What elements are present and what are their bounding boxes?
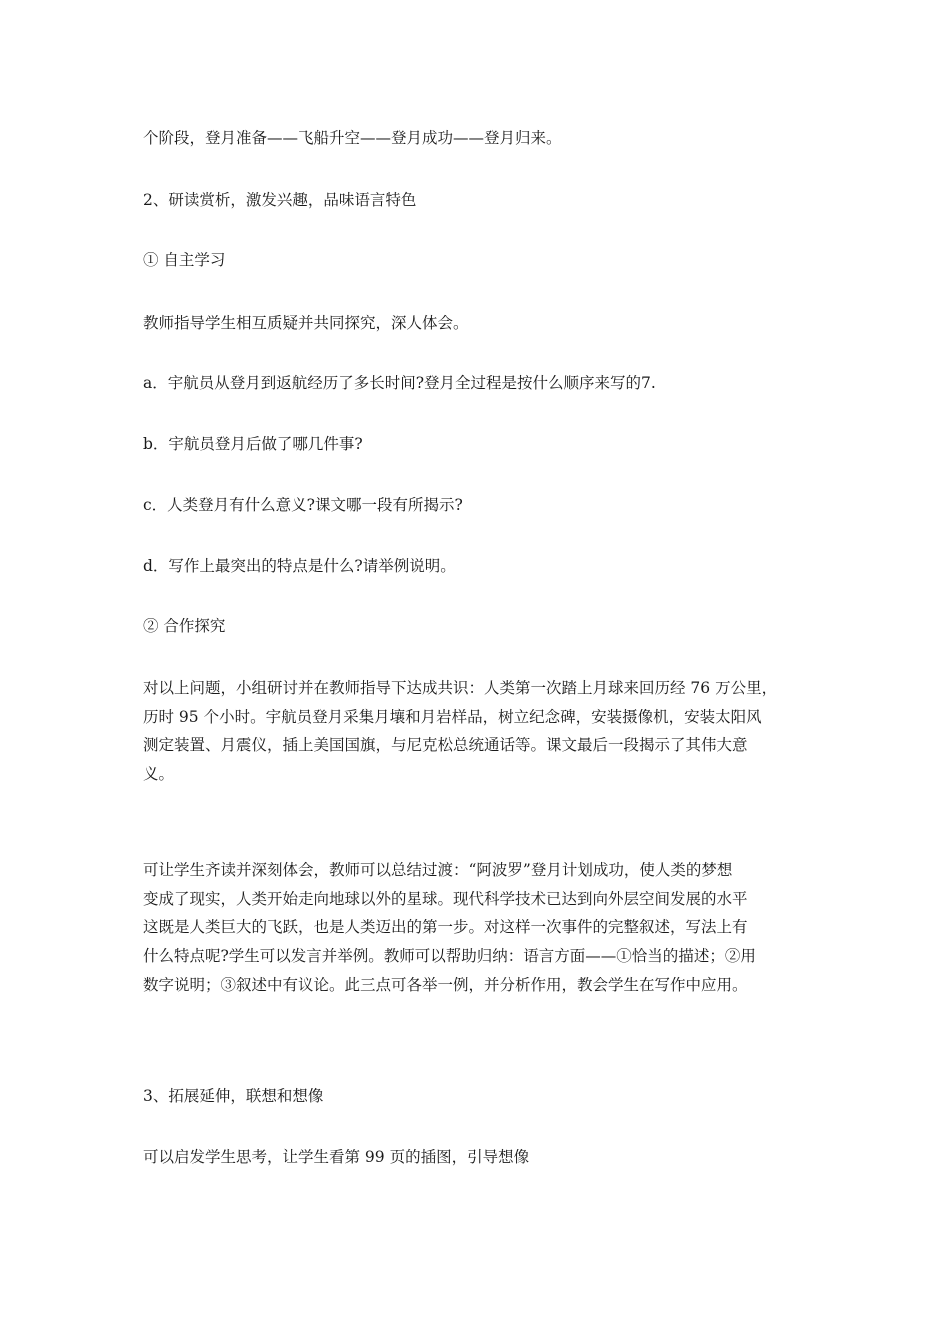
question-a: a．宇航员从登月到返航经历了多长时间?登月全过程是按什么顺序来写的7.	[143, 374, 656, 392]
summary-line: 什么特点呢?学生可以发言并举例。教师可以帮助归纳：语言方面——①恰当的描述；②用	[143, 947, 756, 966]
section-2-heading: 2、研读赏析，激发兴趣，品味语言特色	[143, 191, 417, 209]
consensus-line: 对以上问题，小组研讨并在教师指导下达成共识：人类第一次踏上月球来回历经 76 万公里，	[143, 679, 778, 697]
subsection-1-heading: ① 自主学习	[143, 251, 226, 269]
section-3-heading: 3、拓展延伸，联想和想像	[143, 1087, 324, 1105]
consensus-line: 历时 95 个小时。宇航员登月采集月壤和月岩样品，树立纪念碑，安装摄像机，安装太阳风	[143, 707, 762, 726]
summary-line: 这既是人类巨大的飞跃，也是人类迈出的第一步。对这样一次事件的完整叙述，写法上有	[143, 918, 748, 937]
summary-line: 数字说明；③叙述中有议论。此三点可各举一例，并分析作用，教会学生在写作中应用。	[143, 975, 748, 994]
consensus-line: 义。	[143, 765, 175, 784]
stage-summary-text: 个阶段，登月准备——飞船升空——登月成功——登月归来。	[143, 129, 562, 147]
consensus-line: 测定装置、月震仪，插上美国国旗，与尼克松总统通话等。课文最后一段揭示了其伟大意	[143, 736, 748, 755]
subsection-2-heading: ② 合作探究	[143, 617, 226, 635]
summary-line: 变成了现实，人类开始走向地球以外的星球。现代科学技术已达到向外层空间发展的水平	[143, 889, 748, 908]
consensus-paragraph	[143, 678, 811, 793]
summary-line: 可让学生齐读并深刻体会，教师可以总结过渡：“阿波罗”登月计划成功，使人类的梦想	[143, 861, 733, 879]
summary-paragraph	[143, 860, 811, 1003]
guidance-paragraph: 教师指导学生相互质疑并共同探究，深人体会。	[143, 314, 469, 332]
question-c: c．人类登月有什么意义?课文哪一段有所揭示?	[143, 496, 463, 514]
question-b: b．宇航员登月后做了哪几件事?	[143, 435, 363, 453]
question-d: d．写作上最突出的特点是什么?请举例说明。	[143, 557, 456, 575]
closing-paragraph: 可以启发学生思考，让学生看第 99 页的插图，引导想像	[143, 1148, 530, 1166]
